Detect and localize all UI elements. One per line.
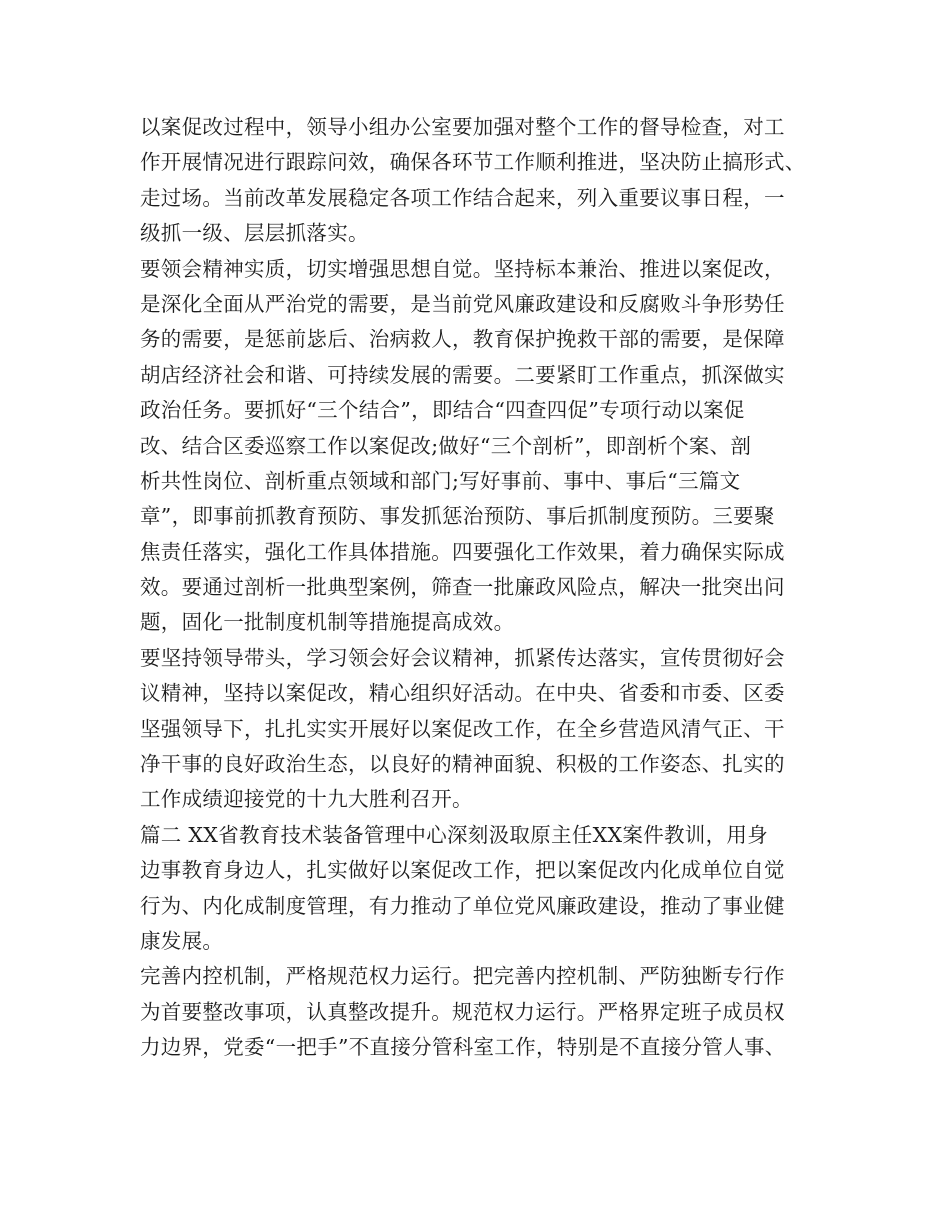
text-line: 要坚持领导带头，学习领会好会议精神，抓紧传达落实，宣传贯彻好会 [140,645,785,670]
paragraph-4 [140,818,820,960]
text-line: 坚强领导下，扎扎实实开展好以案促改工作，在全乡营造风清气正、干 [140,716,785,741]
text-line: 要领会精神实质，切实增强思想自觉。坚持标本兼治、推进以案促改， [140,256,785,281]
text-line: 走过场。当前改革发展稳定各项工作结合起来，列入重要议事日程，一 [140,185,785,210]
text-line: 级抓一级、层层抓落实。 [140,221,369,246]
text-line: 净干事的良好政治生态，以良好的精神面貌、积极的工作姿态、扎实的 [140,752,785,777]
text-line: 康发展。 [140,928,224,953]
paragraph-5 [140,959,820,1065]
text-line: 以案促改过程中，领导小组办公室要加强对整个工作的督导检查，对工 [140,115,785,139]
text-line: 行为、内化成制度管理，有力推动了单位党风廉政建设，推动了事业健 [140,893,785,918]
text-line: 完善内控机制，严格规范权力运行。把完善内控机制、严防独断专行作 [140,964,785,989]
text-line: 改、结合区委巡察工作以案促改;做好“三个剖析”，即剖析个案、剖 [140,433,752,458]
text-line: 焦责任落实，强化工作具体措施。四要强化工作效果，着力确保实际成 [140,539,785,564]
paragraph-2 [140,252,820,641]
paragraph-1 [140,110,820,252]
text-line: 政治任务。要抓好“三个结合”，即结合“四查四促”专项行动以案促 [140,398,745,423]
paragraph-3 [140,641,820,818]
text-line: 力边界，党委“一把手”不直接分管科室工作，特别是不直接分管人事、 [140,1035,786,1060]
text-line: 边事教育身边人，扎实做好以案促改工作，把以案促改内化成单位自觉 [140,858,785,883]
text-line: 为首要整改事项，认真整改提升。规范权力运行。严格界定班子成员权 [140,999,785,1024]
text-line: 析共性岗位、剖析重点领域和部门;写好事前、事中、事后“三篇文 [140,468,741,493]
text-line: 章”，即事前抓教育预防、事发抓惩治预防、事后抓制度预防。三要聚 [140,504,775,529]
text-line: 务的需要，是惩前毖后、治病救人，教育保护挽救干部的需要，是保障 [140,327,785,352]
text-line: 胡店经济社会和谐、可持续发展的需要。二要紧盯工作重点，抓深做实 [140,362,785,387]
text-line: 效。要通过剖析一批典型案例，筛查一批廉政风险点，解决一批突出问 [140,575,785,600]
text-line: 工作成绩迎接党的十九大胜利召开。 [140,787,473,812]
document-body [140,110,820,1066]
text-line: 篇二 XX省教育技术装备管理中心深刻汲取原主任XX案件教训，用身 [140,822,768,847]
text-line: 题，固化一批制度机制等措施提高成效。 [140,610,515,635]
text-line: 作开展情况进行跟踪问效，确保各环节工作顺利推进，坚决防止搞形式、 [140,150,806,175]
text-line: 是深化全面从严治党的需要，是当前党风廉政建设和反腐败斗争形势任 [140,291,785,316]
text-line: 议精神，坚持以案促改，精心组织好活动。在中央、省委和市委、区委 [140,681,785,706]
